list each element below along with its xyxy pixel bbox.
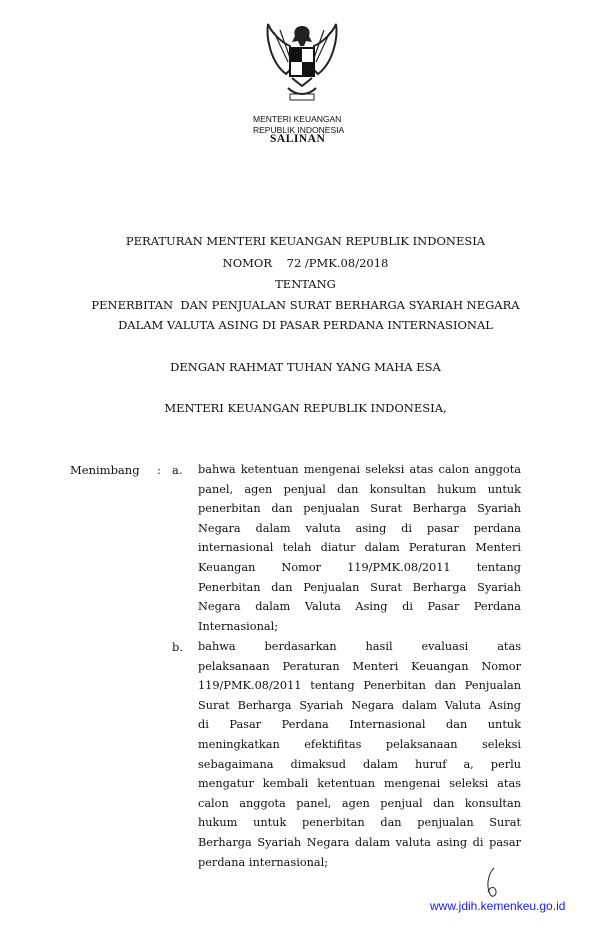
- text-line: Berharga Syariah Negara dalam valuta asing di pasar: [198, 835, 521, 849]
- authority: MENTERI KEUANGAN REPUBLIK INDONESIA,: [164, 401, 447, 415]
- text-line: sebagaimana dimaksud dalam huruf a, perlu: [198, 757, 521, 771]
- item-b-text: [198, 637, 521, 872]
- text-line: mengatur kembali ketentuan mengenai seleksi atas: [198, 777, 521, 791]
- text-line: Keuangan Nomor 119/PMK.08/2011 tentang: [198, 560, 521, 574]
- regulation-title: PERATURAN MENTERI KEUANGAN REPUBLIK INDONESIA: [125, 234, 486, 248]
- text-line: penerbitan dan penjualan Surat Berharga Syariah: [198, 502, 521, 516]
- text-line: panel, agen penjual dan konsultan hukum untuk: [198, 482, 521, 496]
- text-line: di Pasar Perdana Internasional dan untuk: [198, 718, 521, 732]
- text-line: Negara dalam valuta asing di pasar perdana: [198, 521, 521, 535]
- footer-url[interactable]: www.jdih.kemenkeu.go.id: [430, 899, 566, 913]
- paraf-signature: [482, 866, 502, 900]
- salinan-stamp: SALINAN: [270, 133, 326, 145]
- text-line: pelaksanaan Peraturan Menteri Keuangan Nomor: [198, 659, 521, 673]
- text-line: bahwa ketentuan mengenai seleksi atas calon anggota: [198, 463, 521, 476]
- subject-line-2: DALAM VALUTA ASING DI PASAR PERDANA INTERNASIONAL: [118, 318, 493, 332]
- text-line: bahwa berdasarkan hasil evaluasi atas: [198, 640, 521, 653]
- nomor-suffix: /PMK.08/2018: [304, 256, 389, 270]
- text-line: Negara dalam Valuta Asing di Pasar Perdana: [198, 600, 521, 614]
- letterhead-line-1: MENTERI KEUANGAN: [253, 114, 342, 124]
- nomor-label: NOMOR: [222, 256, 272, 270]
- letterhead-line-2: REPUBLIK INDONESIA: [253, 125, 345, 135]
- text-line: Internasional;: [198, 619, 279, 633]
- text-line: hukum untuk penerbitan dan penjualan Surat: [198, 816, 521, 830]
- nomor-value: 72: [286, 256, 302, 270]
- text-line: Surat Berharga Syariah Negara dalam Valuta Asing: [198, 698, 521, 712]
- garuda-emblem: [262, 22, 342, 108]
- item-b-marker: b.: [172, 640, 184, 654]
- subject-line-1: PENERBITAN DAN PENJUALAN SURAT BERHARGA SYARIAH NEGARA: [91, 298, 520, 312]
- menimbang-label: Menimbang: [70, 463, 140, 477]
- item-a-marker: a.: [172, 463, 183, 477]
- invocation: DENGAN RAHMAT TUHAN YANG MAHA ESA: [170, 360, 441, 374]
- text-line: internasional telah diatur dalam Peraturan Menteri: [198, 541, 521, 555]
- text-line: meningkatkan efektifitas pelaksanaan seleksi: [198, 737, 521, 751]
- tentang-label: TENTANG: [275, 277, 336, 291]
- item-a-text: [198, 460, 521, 636]
- text-line: 119/PMK.08/2011 tentang Penerbitan dan Penjualan: [198, 679, 521, 693]
- text-line: perdana internasional;: [198, 855, 329, 869]
- text-line: Penerbitan dan Penjualan Surat Berharga Syariah: [198, 580, 521, 594]
- text-line: calon anggota panel, agen penjual dan konsultan: [198, 796, 521, 810]
- menimbang-colon: :: [157, 463, 161, 477]
- regulation-number: [0, 256, 611, 270]
